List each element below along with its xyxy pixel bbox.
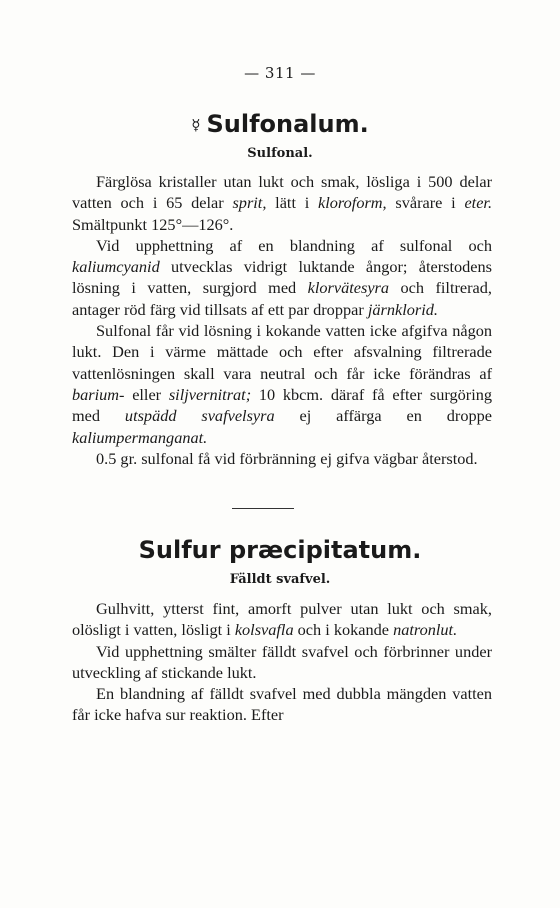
text-run: Vid upphettning smälter fälldt svafvel och förbrinner under utveckling af stickande lukt. [72, 641, 492, 682]
italic-run: siljvernitrat; [168, 384, 252, 404]
section-title-sulfonalum [0, 110, 560, 138]
section-body-sulfonalum [72, 171, 492, 469]
paragraph [72, 171, 492, 235]
section-title-text: Sulfonalum. [206, 110, 369, 138]
paragraph [72, 320, 492, 448]
text-run: utvecklas vidrigt luktande ångor; återstodens lösning i vatten, surgjord med [72, 257, 492, 298]
italic-run: sprit, [232, 193, 267, 213]
text-run: Smältpunkt 125°—126°. [72, 214, 234, 234]
text-run: Sulfonal får vid lösning i kokande vatten icke afgifva någon lukt. Den i värme mättade och efter afsvalning filtrerade vattenlösningen skall vara neutral och får icke förändras af [72, 321, 492, 383]
text-run: Vid upphettning af en blandning af sulfonal och [96, 235, 492, 255]
italic-run: utspädd svafvelsyra [124, 406, 275, 426]
section-title-sulfur-praecipitatum: Sulfur præcipitatum. [138, 536, 422, 564]
text-run: En blandning af fälldt svafvel med dubbla mängden vatten får icke hafva sur reaktion. Efter [72, 684, 492, 725]
italic-run: kolsvafla [234, 620, 294, 640]
paragraph [72, 683, 492, 726]
section-subtitle-falldt-svafvel: Fälldt svafvel. [229, 572, 331, 587]
italic-run: kloroform, [318, 193, 387, 213]
italic-run: natronlut. [393, 620, 458, 640]
italic-run: kaliumpermanganat. [72, 427, 208, 447]
paragraph [72, 641, 492, 684]
paragraph [72, 598, 492, 641]
italic-run: klorvätesyra [307, 278, 390, 298]
italic-run: barium- [72, 384, 125, 404]
text-run: 10 kbcm. däraf få efter surgöring med [72, 384, 492, 426]
text-run: och i kokande [293, 620, 394, 640]
text-run: 0.5 gr. sulfonal få vid förbränning ej gifva vägbar återstod. [96, 448, 478, 468]
text-run: och filtrerad, antager röd färg vid tillsats af ett par droppar [72, 278, 492, 319]
italic-run: järnklorid. [367, 299, 438, 319]
paragraph [72, 235, 492, 320]
text-run: Färglösa kristaller utan lukt och smak, lösliga i 500 delar vatten och i 65 delar [72, 172, 492, 213]
section-marker: ☿ [191, 116, 201, 134]
text-run: lätt i [266, 193, 319, 213]
text-run: eller [124, 384, 169, 404]
italic-run: eter. [464, 193, 493, 213]
paragraph [72, 448, 492, 469]
text-run: Gulhvitt, ytterst fint, amorft pulver utan lukt och smak, olösligt i vatten, lösligt i [72, 599, 492, 640]
section-divider [232, 508, 294, 509]
italic-run: kaliumcyanid [72, 257, 160, 277]
text-run: svårare i [386, 193, 465, 213]
section-subtitle-sulfonal: Sulfonal. [247, 146, 313, 161]
text-run: ej affärga en droppe [274, 406, 493, 426]
page-number: — 311 — [244, 64, 316, 82]
section-body-sulfur [72, 598, 492, 726]
